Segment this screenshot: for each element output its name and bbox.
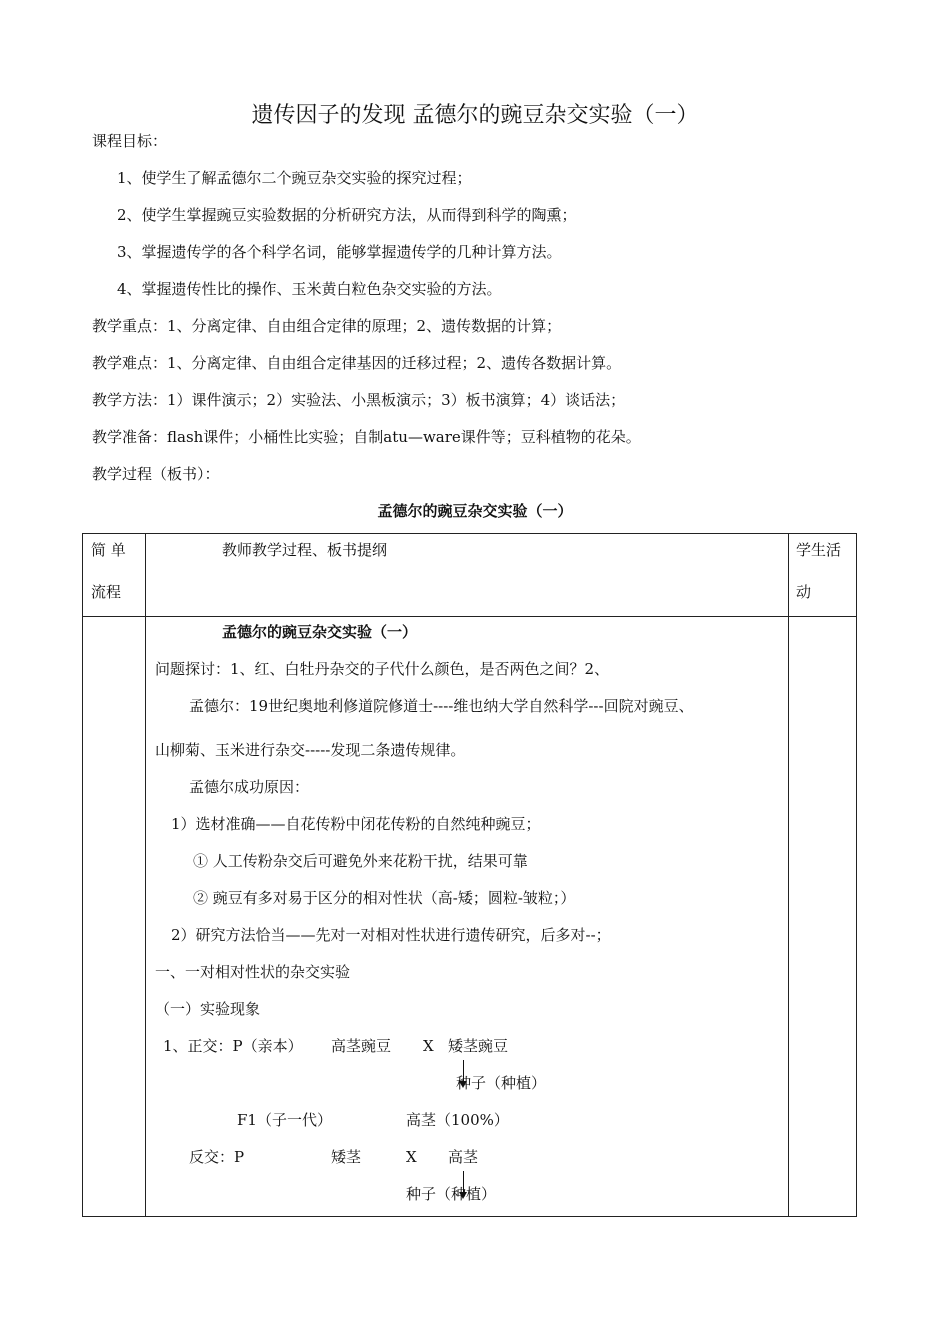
header-flow-line1: 简 单 <box>91 541 126 559</box>
cross2-parent1: 矮茎 <box>331 1148 362 1166</box>
body-line: ② 豌豆有多对易于区分的相对性状（高-矮；圆粒-皱粒；） <box>193 889 576 907</box>
body-heading: 孟德尔的豌豆杂交实验（一） <box>222 623 418 641</box>
cross1-label: 1、正交：P（亲本） <box>163 1037 303 1055</box>
cross2-label: 反交：P <box>189 1148 245 1166</box>
body-line: 2）研究方法恰当——先对一对相对性状进行遗传研究，后多对--； <box>171 926 611 944</box>
header-teacher-process: 教师教学过程、板书提纲 <box>222 541 388 559</box>
body-line: 山柳菊、玉米进行杂交-----发现二条遗传规律。 <box>155 741 466 759</box>
body-line: 孟德尔成功原因： <box>189 778 310 796</box>
cross1-parent2: 矮茎豌豆 <box>448 1037 509 1055</box>
body-line: 问题探讨：1、红、白牡丹杂交的子代什么颜色，是否两色之间？2、 <box>155 660 610 678</box>
process-label: 教学过程（板书）： <box>92 465 220 483</box>
body-line: ① 人工传粉杂交后可避免外来花粉干扰，结果可靠 <box>193 852 528 870</box>
objectives-label: 课程目标： <box>92 132 168 150</box>
cross2-parent2: 高茎 <box>448 1148 479 1166</box>
document-title: 遗传因子的发现 孟德尔的豌豆杂交实验（一） <box>251 103 699 128</box>
body-line: （一）实验现象 <box>155 1000 261 1018</box>
table-divider <box>83 616 856 617</box>
table-title: 孟德尔的豌豆杂交实验（一） <box>377 502 573 520</box>
header-student-line1: 学生活 <box>796 541 842 559</box>
table-divider <box>788 534 789 1216</box>
body-line: 一、一对相对性状的杂交实验 <box>155 963 351 981</box>
objective-item: 1、使学生了解孟德尔二个豌豆杂交实验的探究过程； <box>117 169 472 187</box>
cross1-x: X <box>423 1037 434 1055</box>
preparation: 教学准备：flash课件；小桶性比实验；自制atu—ware课件等；豆科植物的花朵。 <box>92 428 641 446</box>
methods: 教学方法：1）课件演示；2）实验法、小黑板演示；3）板书演算；4）谈话法； <box>92 391 626 409</box>
table-divider <box>145 534 146 1216</box>
lesson-table <box>82 533 857 1217</box>
difficulties: 教学难点：1、分离定律、自由组合定律基因的迁移过程；2、遗传各数据计算。 <box>92 354 622 372</box>
objective-item: 3、掌握遗传学的各个科学名词，能够掌握遗传学的几种计算方法。 <box>117 243 562 261</box>
key-points: 教学重点：1、分离定律、自由组合定律的原理；2、遗传数据的计算； <box>92 317 562 335</box>
header-student-line2: 动 <box>796 583 812 601</box>
cross1-f1-result: 高茎（100%） <box>406 1111 509 1129</box>
objective-item: 4、掌握遗传性比的操作、玉米黄白粒色杂交实验的方法。 <box>117 280 502 298</box>
cross1-parent1: 高茎豌豆 <box>331 1037 392 1055</box>
cross1-f1-label: F1（子一代） <box>237 1111 332 1129</box>
body-line: 孟德尔：19世纪奥地利修道院修道士----维也纳大学自然科学---回院对豌豆、 <box>189 697 694 715</box>
objective-item: 2、使学生掌握豌豆实验数据的分析研究方法，从而得到科学的陶熏； <box>117 206 577 224</box>
body-line: 1）选材准确——自花传粉中闭花传粉的自然纯种豌豆； <box>171 815 541 833</box>
cross2-seed: 种子（种植） <box>406 1185 497 1203</box>
cross1-seed: 种子（种植） <box>456 1074 547 1092</box>
cross2-x: X <box>406 1148 417 1166</box>
header-flow-line2: 流程 <box>91 583 122 601</box>
